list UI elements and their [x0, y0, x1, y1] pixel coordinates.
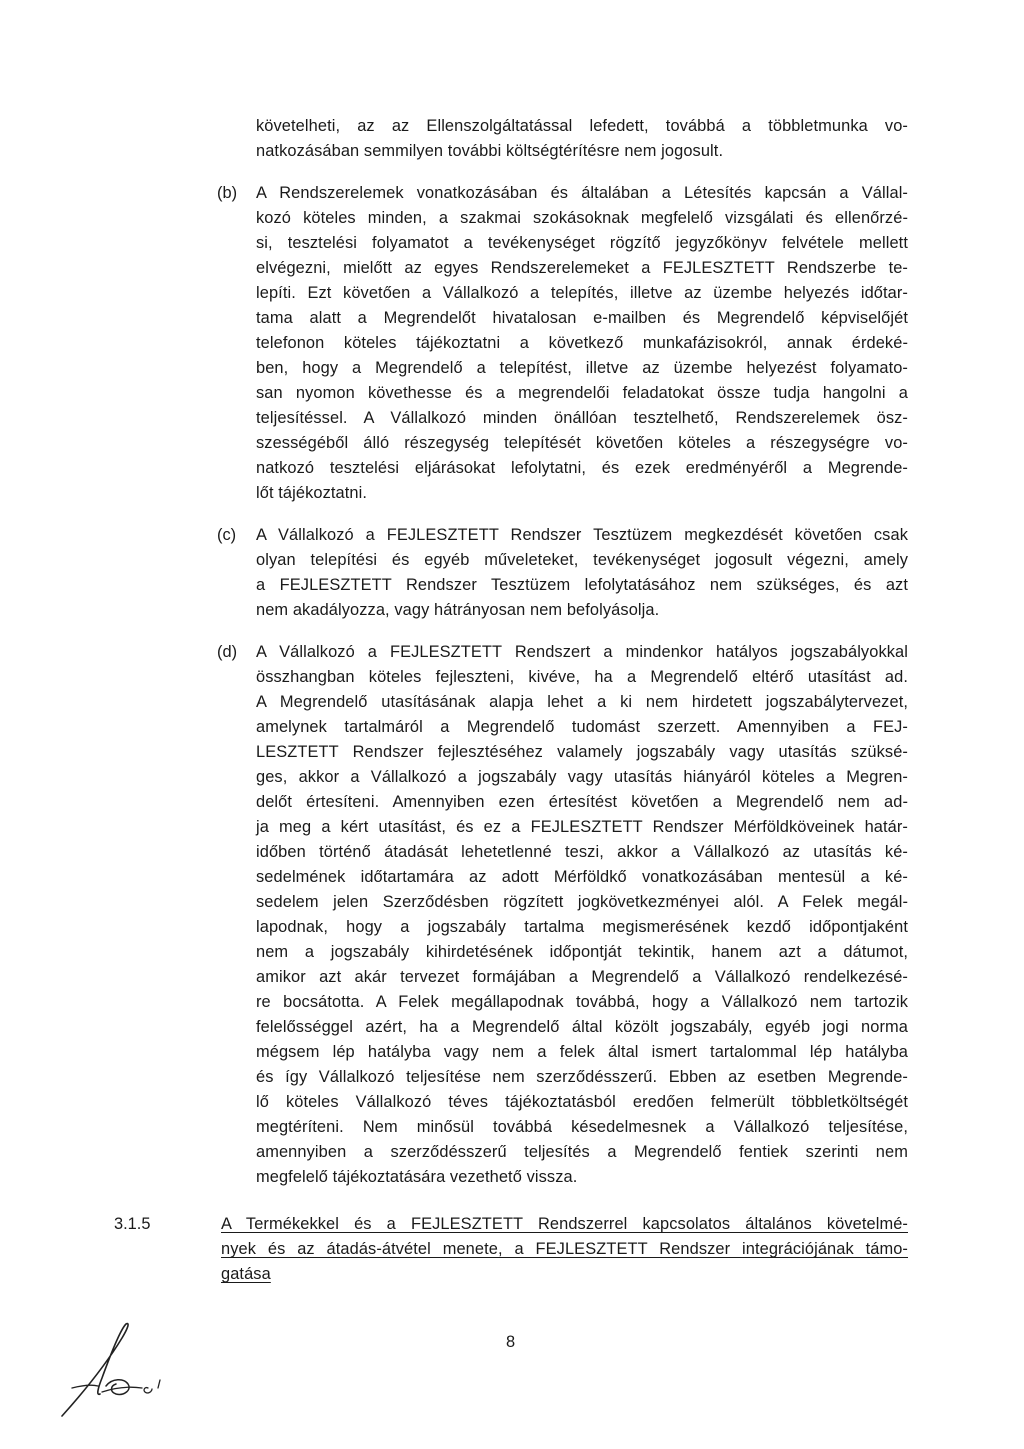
item-line: teljesítéssel. A Vállalkozó minden önállóan tesztelhető, Rendszerelemek ösz- — [256, 409, 908, 427]
item-line: mégsem lép hatályba vagy nem a felek által ismert tartalommal lép hatályba — [256, 1043, 908, 1061]
section-number: 3.1.5 — [114, 1215, 151, 1233]
item-line: LESZTETT Rendszer fejlesztéséhez valamely jogszabály vagy utasítás szüksé- — [256, 743, 908, 761]
item-line: összhangban köteles fejleszteni, kivéve, ha a Megrendelő eltérő utasítást ad. — [256, 668, 908, 686]
item-line: lepíti. Ezt követően a Vállalkozó a telepítés, illetve az üzembe helyezés időtar- — [256, 284, 908, 302]
item-line: és így Vállalkozó teljesítése nem szerződésszerű. Ebben az esetben Megrende- — [256, 1068, 908, 1086]
item-line: amikor azt akár tervezet formájában a Megrendelő a Vállalkozó rendelkezésé- — [256, 968, 908, 986]
item-line: lő köteles Vállalkozó téves tájékoztatásból eredően felmerült többletköltségét — [256, 1093, 908, 1111]
item-line: szességéből álló részegység telepítését követően köteles a részegységre vo- — [256, 434, 908, 452]
item-label: (b) — [217, 184, 238, 202]
section-title-line: A Termékekkel és a FEJLESZTETT Rendszerrel kapcsolatos általános követelmé- — [221, 1215, 908, 1233]
item-line: felelősséggel azért, ha a Megrendelő által közölt jogszabály, egyéb jogi norma — [256, 1018, 908, 1036]
section-title-line: gatása — [221, 1265, 271, 1283]
item-line: re bocsátotta. A Felek megállapodnak továbbá, hogy a Vállalkozó nem tartozik — [256, 993, 908, 1011]
intro-line: követelheti, az az Ellenszolgáltatással lefedett, továbbá a többletmunka vo- — [256, 117, 908, 135]
item-line: lapodnak, hogy a jogszabály tartalma megismerésének kezdő időpontjaként — [256, 918, 908, 936]
item-line: si, tesztelési folyamatot a tevékenységet rögzítő jegyzőkönyv felvétele mellett — [256, 234, 908, 252]
item-label: (c) — [217, 526, 237, 544]
intro-line: natkozásában semmilyen további költségtérítésre nem jogosult. — [256, 142, 724, 160]
item-line: kozó köteles minden, a szakmai szokásoknak megfelelő vizsgálati és ellenőrzé- — [256, 209, 908, 227]
item-line: A Megrendelő utasításának alapja lehet a ki nem hirdetett jogszabálytervezet, — [256, 693, 908, 711]
item-line: megfelelő tájékoztatására vezethető vissza. — [256, 1168, 578, 1186]
item-line: nem akadályozza, vagy hátrányosan nem befolyásolja. — [256, 601, 660, 619]
item-line: ja meg a kért utasítást, és ez a FEJLESZTETT Rendszer Mérföldköveinek határ- — [256, 818, 908, 836]
page-number: 8 — [506, 1333, 516, 1351]
item-line: elvégezni, mielőtt az egyes Rendszerelemeket a FEJLESZTETT Rendszerbe te- — [256, 259, 908, 277]
item-line: lőt tájékoztatni. — [256, 484, 368, 502]
item-line: natkozó tesztelési eljárásokat lefolytatni, és ezek eredményéről a Megrende- — [256, 459, 908, 477]
item-line: A Vállalkozó a FEJLESZTETT Rendszert a mindenkor hatályos jogszabályokkal — [256, 643, 908, 661]
item-line: a FEJLESZTETT Rendszer Tesztüzem lefolytatásához nem szükséges, és azt — [256, 576, 908, 594]
item-line: ben, hogy a Megrendelő a telepítést, illetve az üzembe helyezést folyamato- — [256, 359, 908, 377]
item-line: delőt értesíteni. Amennyiben ezen értesítést követően a Megrendelő nem ad- — [256, 793, 908, 811]
item-line: amennyiben a szerződésszerű teljesítés a Megrendelő fentiek szerinti nem — [256, 1143, 908, 1161]
section-title-line: nyek és az átadás-átvétel menete, a FEJLESZTETT Rendszer integrációjának támo- — [221, 1240, 908, 1258]
item-line: megtéríteni. Nem minősül továbbá késedelmesnek a Vállalkozó teljesítése, — [256, 1118, 908, 1136]
item-line: tama alatt a Megrendelőt hivatalosan e-mailben és Megrendelő képviselőjét — [256, 309, 908, 327]
item-line: amelynek tartalmáról a Megrendelő tudomást szerzett. Amennyiben a FEJ- — [256, 718, 908, 736]
item-line: nem a jogszabály kihirdetésének időpontját tekintik, hanem azt a dátumot, — [256, 943, 908, 961]
item-line: sedelem jelen Szerződésben rögzített jogkövetkezményei alól. A Felek megál- — [256, 893, 908, 911]
item-label: (d) — [217, 643, 238, 661]
item-line: időben történő átadását lehetetlenné teszi, akkor a Vállalkozó az utasítás ké- — [256, 843, 908, 861]
item-line: olyan telepítési és egyéb műveleteket, tevékenységet jogosult végezni, amely — [256, 551, 908, 569]
signature-icon — [50, 1316, 190, 1426]
item-line: A Rendszerelemek vonatkozásában és általában a Létesítés kapcsán a Vállal- — [256, 184, 908, 202]
item-line: A Vállalkozó a FEJLESZTETT Rendszer Tesztüzem megkezdését követően csak — [256, 526, 908, 544]
item-line: sedelmének időtartamára az adott Mérföldkő vonatkozásában mentesül a ké- — [256, 868, 908, 886]
item-line: san nyomon követhesse és a megrendelői feladatokat össze tudja hangolni a — [256, 384, 908, 402]
item-line: telefonon köteles tájékoztatni a következő munkafázisokról, annak érdeké- — [256, 334, 908, 352]
item-line: ges, akkor a Vállalkozó a jogszabály vagy utasítás hiányáról köteles a Megren- — [256, 768, 908, 786]
